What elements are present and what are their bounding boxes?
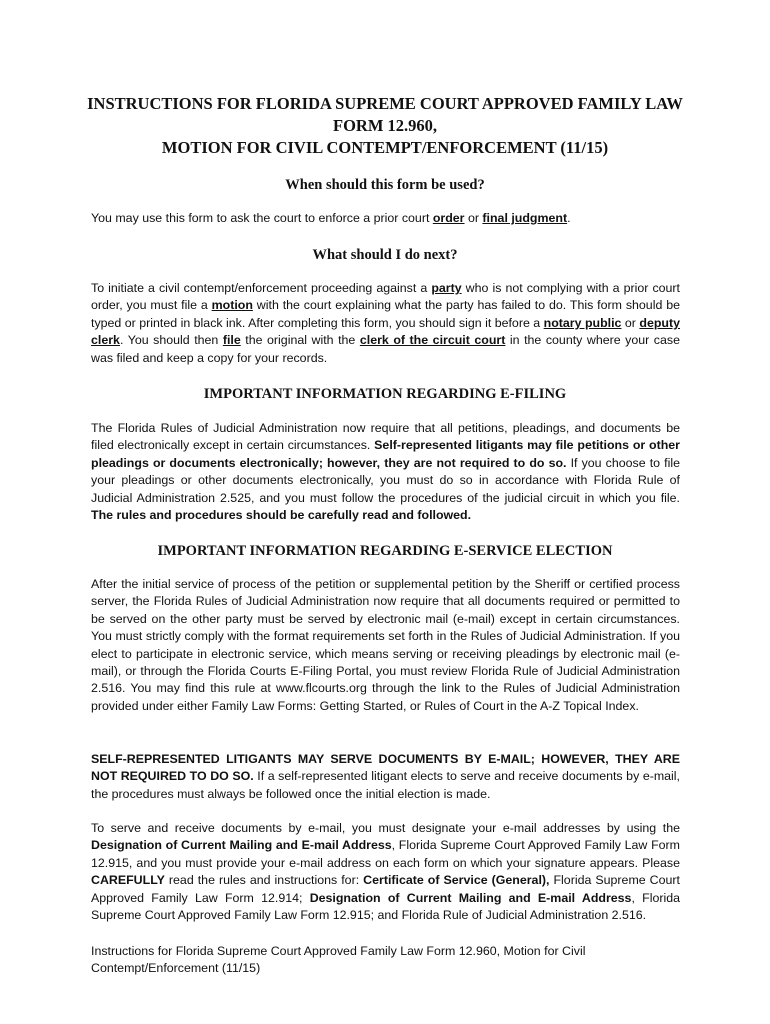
link-motion[interactable]: motion bbox=[211, 298, 253, 313]
paragraph-e-service-1: After the initial service of process of the petition or supplemental petition by the Sheriff or certified process server, the Florida Rules of Judicial Administration now require that all documents required or permitted to be served on the other party must be served by electronic mail (e-mail) except in certain circumstances. You must strictly comply with the format requirements set forth in the Rules of Judicial Administration. If you elect to participate in electronic service, which means serving or receiving pleadings by electronic mail (e-mail), or through the Florida Courts E-Filing Portal, you must review Florida Rule of Judicial Administration 2.516. You may find this rule at www.flcourts.org through the link to the Rules of Judicial Administration provided under either Family Law Forms: Getting Started, or Rules of Court in the A-Z Topical Index. bbox=[91, 577, 680, 713]
link-notary-public[interactable]: notary public bbox=[543, 315, 622, 330]
link-party[interactable]: party bbox=[431, 281, 462, 295]
paragraph-e-service-2: SELF-REPRESENTED LITIGANTS MAY SERVE DOCUMENTS BY E-MAIL; HOWEVER, THEY ARE NOT REQUIRED TO DO SO. If a self-represented litigant elects to serve and receive documents by e-mail, the procedures must always be followed once the initial election is made. bbox=[91, 752, 680, 801]
title-line-3: MOTION FOR CIVIL CONTEMPT/ENFORCEMENT (11/15) bbox=[161, 138, 609, 157]
paragraph-e-filing: The Florida Rules of Judicial Administration now require that all petitions, pleadings, and documents be filed electronically except in certain circumstances. Self-represented litigants may file petitions or other pleadings or documents electronically; however, they are not required to do so. If you choose to file your pleadings or other documents electronically, you must do so in accordance with Florida Rule of Judicial Administration 2.525, and you must follow the procedures of the judicial circuit in which you file. The rules and procedures should be carefully read and followed. bbox=[91, 421, 680, 523]
footer-line-1: Instructions for Florida Supreme Court Approved Family Law Form 12.960, Motion for Civil bbox=[91, 944, 586, 958]
paragraph-e-service-3: To serve and receive documents by e-mail, you must designate your e-mail addresses by using the Designation of Current Mailing and E-mail Address, Florida Supreme Court Approved Family Law Form 12.915, and you must provide your e-mail address on each form on which your signature appears. Please CAREFULLY read the rules and instructions for: Certificate of Service (General), Florida Supreme Court Approved Family Law Form 12.914; Designation of Current Mailing and E-mail Address, Florida Supreme Court Approved Family Law Form 12.915; and Florida Rule of Judicial Administration 2.516. bbox=[91, 821, 681, 923]
paragraph-when-used: You may use this form to ask the court to enforce a prior court order or final judgment. bbox=[91, 211, 571, 225]
title-line-1: INSTRUCTIONS FOR FLORIDA SUPREME COURT APPROVED FAMILY LAW bbox=[87, 94, 683, 113]
link-final-judgment[interactable]: final judgment bbox=[482, 211, 568, 225]
link-clerk-of-circuit-court[interactable]: clerk of the circuit court bbox=[359, 333, 506, 348]
document-title bbox=[80, 93, 690, 159]
link-order[interactable]: order bbox=[432, 211, 465, 225]
heading-what-next: What should I do next? bbox=[312, 247, 458, 263]
link-deputy-clerk[interactable]: deputy clerk bbox=[91, 315, 680, 348]
heading-e-service: IMPORTANT INFORMATION REGARDING E-SERVICE ELECTION bbox=[157, 543, 613, 559]
link-file[interactable]: file bbox=[222, 333, 241, 348]
title-line-2: FORM 12.960, bbox=[332, 116, 438, 135]
page-footer bbox=[91, 943, 651, 977]
heading-when-used: When should this form be used? bbox=[285, 177, 485, 193]
footer-line-2: Contempt/Enforcement (11/15) bbox=[91, 961, 261, 975]
paragraph-what-next: To initiate a civil contempt/enforcement proceeding against a party who is not complying with a prior court order, you must file a motion with the court explaining what the party has failed to do. This form should be typed or printed in black ink. After completing this form, you should sign it before a notary public or deputy clerk. You should then file the original with the clerk of the circuit court in the county where your case was filed and keep a copy for your records. bbox=[91, 281, 680, 365]
heading-e-filing: IMPORTANT INFORMATION REGARDING E-FILING bbox=[203, 386, 567, 402]
